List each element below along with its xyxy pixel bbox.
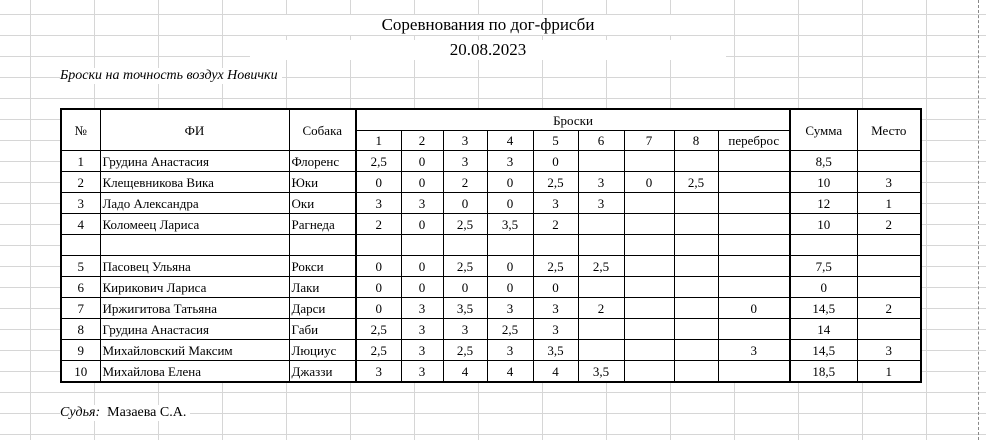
- throw-cell-7: [624, 340, 674, 361]
- throw-cell-1: 3: [356, 361, 401, 383]
- sum-cell: 14,5: [790, 298, 857, 319]
- dog-name: [289, 235, 356, 256]
- throw-cell-3: 3,5: [443, 298, 487, 319]
- participant-name: Иржигитова Татьяна: [100, 298, 289, 319]
- throw-cell-6: [578, 340, 624, 361]
- sum-cell: 0: [790, 277, 857, 298]
- throw-cell-3: 2,5: [443, 214, 487, 235]
- throw-cell-9: [718, 319, 790, 340]
- header-throw-9: переброс: [718, 131, 790, 151]
- place-cell: 2: [857, 214, 921, 235]
- throw-cell-1: [356, 235, 401, 256]
- throw-cell-1: 2: [356, 214, 401, 235]
- judge-line: [60, 405, 190, 421]
- header-throw-8: 8: [674, 131, 718, 151]
- throw-cell-6: 3,5: [578, 361, 624, 383]
- header-throw-5: 5: [533, 131, 578, 151]
- sum-cell: 14: [790, 319, 857, 340]
- throw-cell-6: 2: [578, 298, 624, 319]
- row-num: 9: [61, 340, 100, 361]
- place-cell: 2: [857, 298, 921, 319]
- place-cell: [857, 319, 921, 340]
- throw-cell-4: 2,5: [487, 319, 533, 340]
- table-row: [61, 298, 921, 319]
- throw-cell-8: [674, 214, 718, 235]
- row-num: 6: [61, 277, 100, 298]
- throw-cell-7: [624, 277, 674, 298]
- throw-cell-1: 0: [356, 277, 401, 298]
- throw-cell-6: 3: [578, 172, 624, 193]
- throw-cell-6: [578, 235, 624, 256]
- place-cell: [857, 235, 921, 256]
- dog-name: Люциус: [289, 340, 356, 361]
- throw-cell-9: [718, 193, 790, 214]
- throw-cell-2: 0: [401, 256, 443, 277]
- document-title: Соревнования по дог-фрисби: [250, 15, 726, 35]
- dog-name: Габи: [289, 319, 356, 340]
- row-num: 4: [61, 214, 100, 235]
- throw-cell-2: 3: [401, 298, 443, 319]
- throw-cell-5: 2: [533, 214, 578, 235]
- throw-cell-3: [443, 235, 487, 256]
- throw-cell-3: 3: [443, 319, 487, 340]
- throw-cell-3: 0: [443, 193, 487, 214]
- throw-cell-2: 3: [401, 340, 443, 361]
- throw-cell-9: [718, 151, 790, 172]
- sum-cell: 12: [790, 193, 857, 214]
- throw-cell-9: [718, 172, 790, 193]
- throw-cell-7: [624, 361, 674, 383]
- header-num: №: [61, 109, 100, 151]
- throw-cell-7: [624, 298, 674, 319]
- throw-cell-2: [401, 235, 443, 256]
- throw-cell-7: 0: [624, 172, 674, 193]
- throw-cell-4: 0: [487, 277, 533, 298]
- throw-cell-8: [674, 298, 718, 319]
- dog-name: Флоренс: [289, 151, 356, 172]
- throw-cell-4: 3,5: [487, 214, 533, 235]
- row-num: 7: [61, 298, 100, 319]
- dog-name: Рагнеда: [289, 214, 356, 235]
- throw-cell-1: 3: [356, 193, 401, 214]
- throw-cell-3: 3: [443, 151, 487, 172]
- throw-cell-9: [718, 361, 790, 383]
- throw-cell-5: 3,5: [533, 340, 578, 361]
- throw-cell-3: 0: [443, 277, 487, 298]
- header-sum: Сумма: [790, 109, 857, 151]
- throw-cell-4: 4: [487, 361, 533, 383]
- throw-cell-6: [578, 277, 624, 298]
- row-num: 5: [61, 256, 100, 277]
- throw-cell-8: [674, 193, 718, 214]
- throw-cell-1: 0: [356, 256, 401, 277]
- throw-cell-4: 3: [487, 340, 533, 361]
- throw-cell-7: [624, 319, 674, 340]
- category-subtitle: Броски на точность воздух Новички: [60, 68, 282, 84]
- participant-name: Кирикович Лариса: [100, 277, 289, 298]
- participant-name: Пасовец Ульяна: [100, 256, 289, 277]
- throw-cell-9: [718, 214, 790, 235]
- throw-cell-2: 0: [401, 214, 443, 235]
- throw-cell-2: 0: [401, 277, 443, 298]
- throw-cell-8: [674, 340, 718, 361]
- table-row: [61, 340, 921, 361]
- throw-cell-5: 2,5: [533, 256, 578, 277]
- sum-cell: [790, 235, 857, 256]
- table-row: [61, 151, 921, 172]
- row-num: 3: [61, 193, 100, 214]
- throw-cell-6: [578, 319, 624, 340]
- row-num: [61, 235, 100, 256]
- throw-cell-1: 2,5: [356, 151, 401, 172]
- throw-cell-2: 3: [401, 319, 443, 340]
- participant-name: [100, 235, 289, 256]
- participant-name: Грудина Анастасия: [100, 151, 289, 172]
- throw-cell-9: [718, 235, 790, 256]
- throw-cell-9: [718, 256, 790, 277]
- row-num: 10: [61, 361, 100, 383]
- header-throw-2: 2: [401, 131, 443, 151]
- throw-cell-2: 3: [401, 361, 443, 383]
- place-cell: 1: [857, 193, 921, 214]
- throw-cell-8: [674, 361, 718, 383]
- throw-cell-1: 2,5: [356, 319, 401, 340]
- throw-cell-2: 0: [401, 151, 443, 172]
- throw-cell-9: [718, 277, 790, 298]
- throw-cell-2: 3: [401, 193, 443, 214]
- header-throw-6: 6: [578, 131, 624, 151]
- place-cell: [857, 256, 921, 277]
- throw-cell-8: [674, 319, 718, 340]
- throw-cell-3: 2: [443, 172, 487, 193]
- table-row: [61, 214, 921, 235]
- header-throw-7: 7: [624, 131, 674, 151]
- throw-cell-2: 0: [401, 172, 443, 193]
- sum-cell: 10: [790, 172, 857, 193]
- table-row: [61, 361, 921, 383]
- throw-cell-1: 0: [356, 298, 401, 319]
- table-row: [61, 277, 921, 298]
- judge-name: Мазаева С.А.: [107, 405, 187, 420]
- sum-cell: 8,5: [790, 151, 857, 172]
- place-cell: 1: [857, 361, 921, 383]
- header-place: Место: [857, 109, 921, 151]
- dog-name: Оки: [289, 193, 356, 214]
- document-date: 20.08.2023: [250, 40, 726, 60]
- table-row: [61, 319, 921, 340]
- dog-name: Джаззи: [289, 361, 356, 383]
- table-row: [61, 172, 921, 193]
- header-throw-3: 3: [443, 131, 487, 151]
- place-cell: [857, 277, 921, 298]
- throw-cell-7: [624, 151, 674, 172]
- throw-cell-5: 2,5: [533, 172, 578, 193]
- throw-cell-5: 4: [533, 361, 578, 383]
- throw-cell-7: [624, 256, 674, 277]
- judge-label: Судья:: [60, 405, 101, 420]
- throw-cell-6: 2,5: [578, 256, 624, 277]
- throw-cell-7: [624, 235, 674, 256]
- throw-cell-5: 0: [533, 277, 578, 298]
- throw-cell-8: [674, 151, 718, 172]
- throw-cell-5: 3: [533, 319, 578, 340]
- row-num: 8: [61, 319, 100, 340]
- sum-cell: 10: [790, 214, 857, 235]
- throw-cell-6: [578, 214, 624, 235]
- header-throw-1: 1: [356, 131, 401, 151]
- throw-cell-3: 4: [443, 361, 487, 383]
- throw-cell-8: 2,5: [674, 172, 718, 193]
- place-cell: 3: [857, 172, 921, 193]
- throw-cell-4: 0: [487, 193, 533, 214]
- header-name: ФИ: [100, 109, 289, 151]
- header-dog: Собака: [289, 109, 356, 151]
- throw-cell-1: 0: [356, 172, 401, 193]
- sum-cell: 14,5: [790, 340, 857, 361]
- sum-cell: 7,5: [790, 256, 857, 277]
- header-throw-4: 4: [487, 131, 533, 151]
- throw-cell-1: 2,5: [356, 340, 401, 361]
- participant-name: Михайлова Елена: [100, 361, 289, 383]
- throw-cell-8: [674, 256, 718, 277]
- throw-cell-4: 3: [487, 298, 533, 319]
- participant-name: Ладо Александра: [100, 193, 289, 214]
- results-table: [60, 108, 922, 383]
- throw-cell-6: 3: [578, 193, 624, 214]
- throw-cell-4: [487, 235, 533, 256]
- throw-cell-3: 2,5: [443, 340, 487, 361]
- throw-cell-5: [533, 235, 578, 256]
- throw-cell-4: 0: [487, 172, 533, 193]
- sum-cell: 18,5: [790, 361, 857, 383]
- throw-cell-5: 0: [533, 151, 578, 172]
- throw-cell-7: [624, 214, 674, 235]
- dog-name: Лаки: [289, 277, 356, 298]
- place-cell: 3: [857, 340, 921, 361]
- throw-cell-4: 3: [487, 151, 533, 172]
- throw-cell-7: [624, 193, 674, 214]
- throw-cell-4: 0: [487, 256, 533, 277]
- throw-cell-9: 0: [718, 298, 790, 319]
- throw-cell-9: 3: [718, 340, 790, 361]
- throw-cell-6: [578, 151, 624, 172]
- page-break-line: [978, 0, 980, 440]
- header-throws: Броски: [356, 109, 790, 131]
- dog-name: Рокси: [289, 256, 356, 277]
- dog-name: Дарси: [289, 298, 356, 319]
- row-num: 1: [61, 151, 100, 172]
- throw-cell-3: 2,5: [443, 256, 487, 277]
- table-row: [61, 235, 921, 256]
- throw-cell-8: [674, 277, 718, 298]
- participant-name: Грудина Анастасия: [100, 319, 289, 340]
- table-row: [61, 256, 921, 277]
- participant-name: Коломеец Лариса: [100, 214, 289, 235]
- throw-cell-5: 3: [533, 193, 578, 214]
- place-cell: [857, 151, 921, 172]
- table-row: [61, 193, 921, 214]
- throw-cell-5: 3: [533, 298, 578, 319]
- row-num: 2: [61, 172, 100, 193]
- dog-name: Юки: [289, 172, 356, 193]
- throw-cell-8: [674, 235, 718, 256]
- participant-name: Клещевникова Вика: [100, 172, 289, 193]
- participant-name: Михайловский Максим: [100, 340, 289, 361]
